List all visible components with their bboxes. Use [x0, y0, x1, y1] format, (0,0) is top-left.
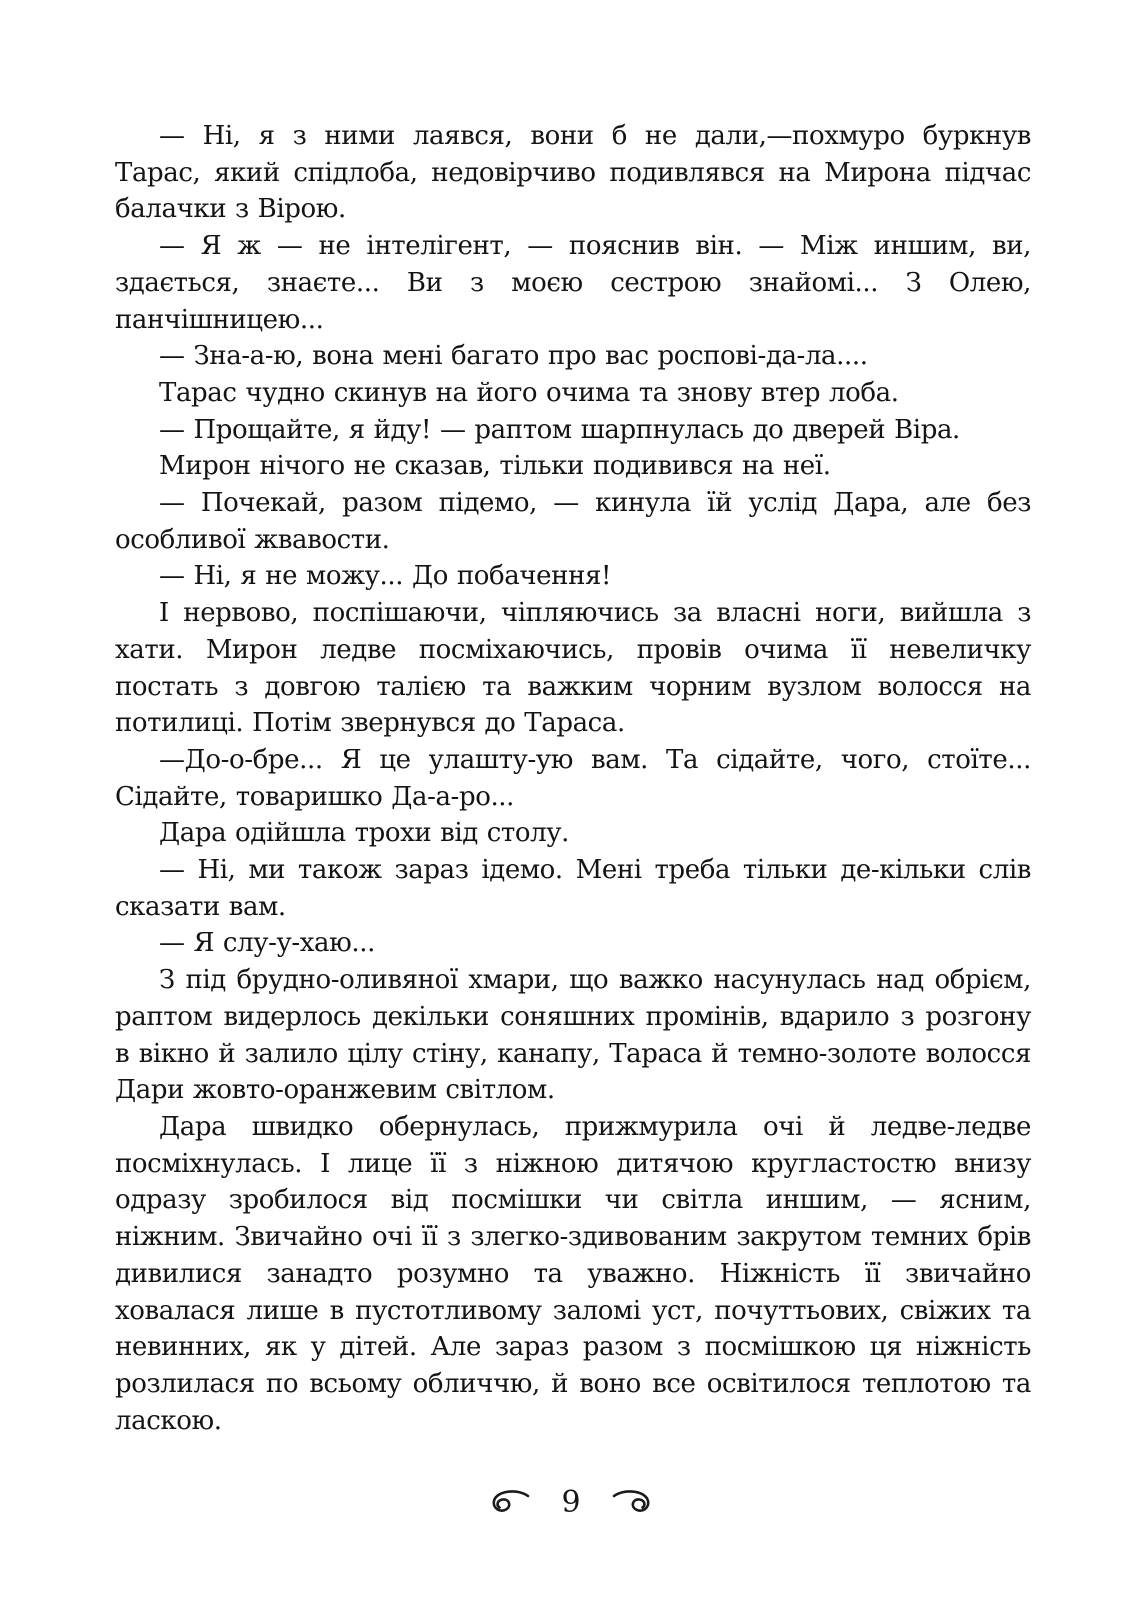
paragraph: І нервово, поспішаючи, чіпляючись за власні ноги, вийшла з хати. Мирон ледве посміхаючись, провів очима її невеличку постать з довгою талією та важким чорним вузлом волосся на потилиці. Потім звернувся до Тараса. — [115, 598, 1031, 739]
paragraph: — Ні, я не можу... До побачення! — [159, 561, 612, 592]
paragraph: — Я слу-у-хаю... — [159, 928, 375, 959]
page-footer — [0, 1485, 1142, 1520]
paragraph: Мирон нічого не сказав, тільки подивився на неї. — [159, 451, 831, 482]
paragraph: З під брудно-оливяної хмари, що важко насунулась над обрієм, раптом видерлось декільки соняшних промінів, вдарило з розгону в вікно й залило цілу стіну, канапу, Тараса й темно-золоте волосся Дари жовто-оранжевим світлом. — [115, 965, 1031, 1106]
paragraph: Дара швидко обернулась, прижмурила очі й ледве-ледве посміхнулась. І лице її з ніжною дитячою кругластостю внизу одразу зробилося від посмішки чи світла иншим, — ясним, ніжним. Звичайно очі її з злегко-здивованим закрутом темних брів дивилися занадто розумно та уважно. Ніжність її звичайно ховалася лише в пустотливому заломі уст, почуттьових, свіжих та невинних, як у дітей. Але зараз разом з посмішкою ця ніжність розлилася по всьому обличчю, й воно все освітилося теплотою та ласкою. — [115, 1111, 1031, 1436]
paragraph: — Ні, ми також зараз ідемо. Мені треба тільки де-кільки слів сказати вам. — [115, 855, 1031, 922]
paragraph: —До-о-бре... Я це улашту-ую вам. Та сідайте, чого, стоїте... Сідайте, товаришко Да-а-ро... — [115, 744, 1031, 812]
swash-leaf-right-icon — [611, 1490, 655, 1516]
swash-leaf-left-icon — [487, 1490, 531, 1516]
paragraph: — Зна-а-ю, вона мені багато про вас роспові-да-ла.... — [159, 341, 868, 372]
paragraph: Тарас чудно скинув на його очима та знову втер лоба. — [159, 377, 899, 408]
page-text — [115, 118, 1031, 1439]
paragraph: — Прощайте, я йду! — раптом шарпнулась до дверей Віра. — [159, 414, 960, 445]
paragraph: — Ні, я з ними лаявся, вони б не дали,—похмуро буркнув Тарас, який спідлоба, недовірчиво подивлявся на Мирона підчас балачки з Вірою. — [115, 121, 1031, 225]
paragraph: Дара одійшла трохи від столу. — [159, 818, 570, 849]
page-number: 9 — [561, 1485, 581, 1520]
paragraph: — Я ж — не інтелігент, — пояснив він. — Між иншим, ви, здається, знаєте... Ви з моєю сестрою знайомі... З Олею, панчішницею... — [115, 231, 1031, 335]
paragraph: — Почекай, разом підемо, — кинула їй услід Дара, але без особливої жвавости. — [115, 488, 1031, 555]
